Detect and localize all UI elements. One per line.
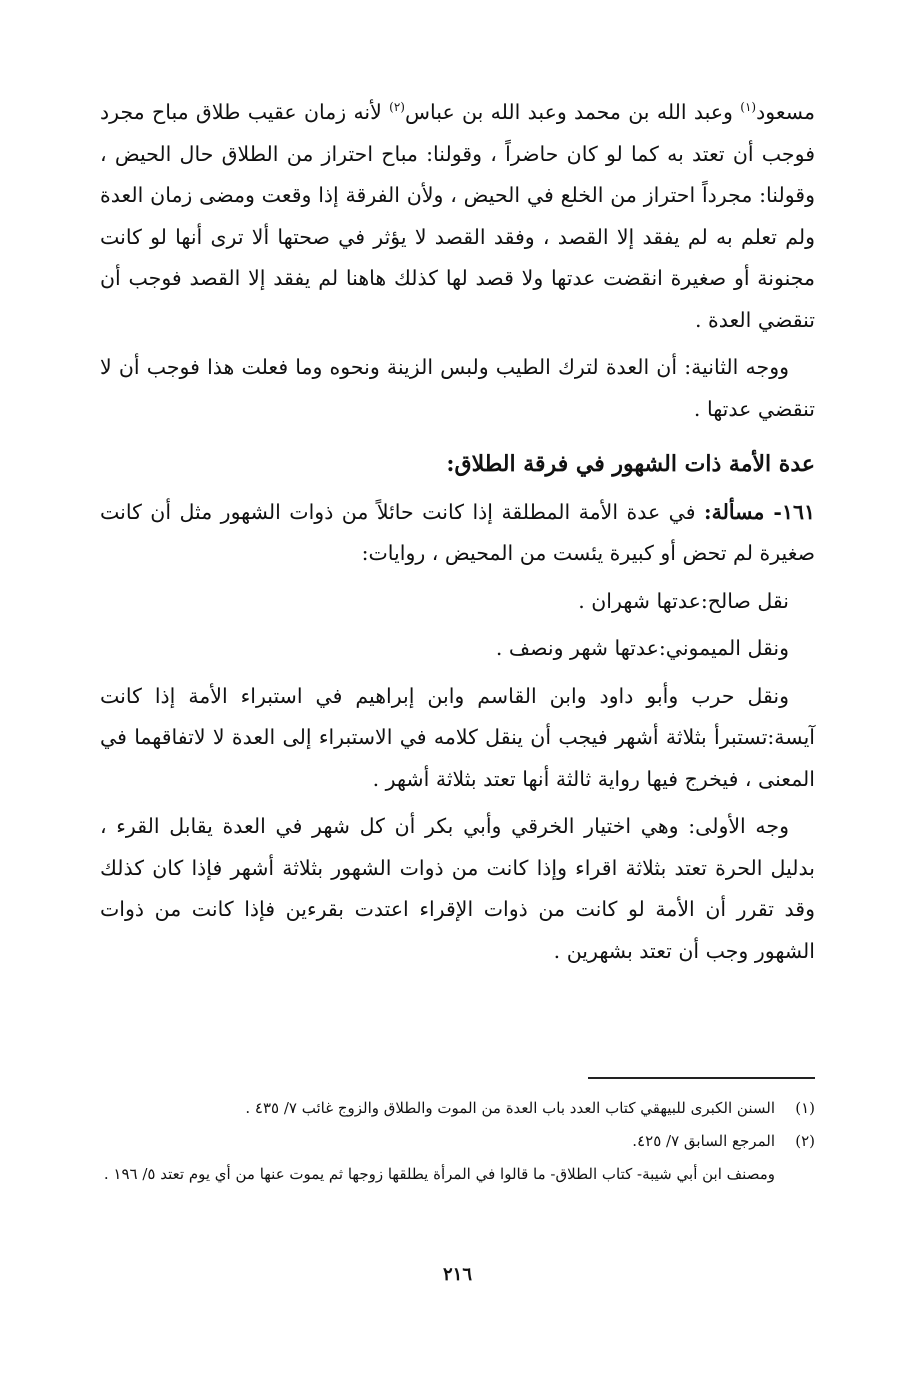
paragraph-6: ونقل حرب وأبو داود وابن القاسم وابن إبراهيم في استبراء الأمة إذا كانت آيسة:تستبرأ بثلاثة أشهر فيجب أن ينقل كلامه في الاستبراء إلى العدة لا لاتفاقهما في المعنى ، فيخرج فيها رواية ثالثة أنها تعتد بثلاثة أشهر . <box>100 683 815 791</box>
footnote-1-number: (١) <box>795 1099 815 1117</box>
paragraph-5: ونقل الميموني:عدتها شهر ونصف . <box>495 636 789 660</box>
footnote-1-text: السنن الكبرى للبيهقي كتاب العدد باب العدة من الموت والطلاق والزوج غائب ٧/ ٤٣٥ . <box>245 1099 775 1117</box>
main-text <box>100 92 815 978</box>
footnote-1 <box>100 1092 815 1125</box>
footnote-2-continuation: ومصنف ابن أبي شيبة- كتاب الطلاق- ما قالوا في المرأة يطلقها زوجها ثم يموت عنها من أي يوم تعتد ٥/ ١٩٦ . <box>103 1165 775 1183</box>
section-heading: عدة الأمة ذات الشهور في فرقة الطلاق: <box>446 451 815 477</box>
paragraph-1-text-a: مسعود <box>756 100 815 124</box>
book-page <box>100 0 815 1378</box>
footnote-ref-1: (١) <box>740 100 757 115</box>
paragraph-1 <box>100 92 815 341</box>
paragraph-1-text-b: وعبد الله بن محمد وعبد الله بن عباس <box>404 100 741 124</box>
footnote-ref-2: (٢) <box>389 100 405 115</box>
footnote-2 <box>100 1125 815 1158</box>
paragraph-3-text: في عدة الأمة المطلقة إذا كانت حائلاً من ذوات الشهور مثل أن كانت صغيرة لم تحض أو كبيرة يئست من المحيض ، روايات: <box>100 499 815 565</box>
footnotes <box>100 1092 815 1191</box>
footnote-2-number: (٢) <box>795 1132 815 1150</box>
paragraph-1-text-c: لأنه زمان عقيب طلاق مباح مجرد فوجب أن تعتد به كما لو كان حاضراً ، وقولنا: مباح احتراز من الطلاق حال الحيض ، وقولنا: مجرداً احتراز من الخلع في الحيض ، ولأن الفرقة إذا وقعت ومضى زمان العدة ولم تعلم به لم يفقد إلا القصد ، وفقد القصد لا يؤثر في صحتها ألا ترى أنها لو كانت مجنونة أو صغيرة انقضت عدتها ولا قصد لها كذلك هاهنا لم يفقد إلا القصد فوجب أن تنقضي العدة . <box>100 100 815 332</box>
footnote-divider <box>588 1077 815 1079</box>
paragraph-3 <box>100 492 815 575</box>
page-number: ٢١٦ <box>442 1264 472 1285</box>
footnote-2-text: المرجع السابق ٧/ ٤٢٥. <box>632 1132 775 1150</box>
paragraph-2: ووجه الثانية: أن العدة لترك الطيب ولبس الزينة ونحوه وما فعلت هذا فوجب أن لا تنقضي عدتها . <box>100 355 815 421</box>
paragraph-4: نقل صالح:عدتها شهران . <box>578 588 789 613</box>
paragraph-7: وجه الأولى: وهي اختيار الخرقي وأبي بكر أن كل شهر في العدة يقابل القرء ، بدليل الحرة تعتد بثلاثة اقراء وإذا كانت من ذوات الشهور بثلاثة أشهر فإذا كان كذلك وقد تقرر أن الأمة لو كانت من ذوات الإقراء اعتدت بقرءين فإذا كانت من ذوات الشهور وجب أن تعتد بشهرين . <box>100 814 815 963</box>
issue-number: ١٦١- مسألة: <box>704 499 815 524</box>
